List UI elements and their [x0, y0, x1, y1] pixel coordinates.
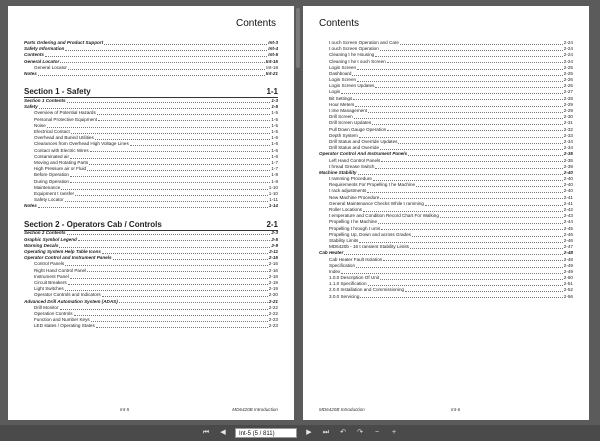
toc-entry-page: 1-7 — [271, 159, 278, 165]
toc-entry-page: 2-24 — [563, 58, 573, 64]
toc-entry-page: 2-19 — [268, 279, 278, 285]
toc-entry-page: 2-23 — [268, 323, 278, 329]
dot-leader — [360, 297, 562, 298]
dot-leader — [67, 102, 271, 103]
dot-leader — [355, 106, 563, 107]
toc-entry-label: Overview of Potential Hazards — [34, 110, 96, 116]
dot-leader — [341, 93, 563, 94]
scrollbar-thumb[interactable] — [296, 8, 300, 68]
dot-leader — [400, 44, 563, 45]
toc-entry-page: 2-45 — [563, 225, 573, 231]
toc-entry-label: General Maintenance Checks While t ramming — [329, 200, 424, 206]
toc-entry-page: 1-6 — [271, 147, 278, 153]
toc-entry-label: Drill Screen Updates — [329, 120, 372, 126]
toc-entry-page: 2-35 — [563, 151, 573, 157]
dot-leader — [375, 56, 563, 57]
dot-leader — [65, 265, 268, 266]
dot-leader — [67, 234, 271, 235]
toc-list — [319, 40, 573, 300]
dot-leader — [359, 242, 562, 243]
toc-entry-label: Moving and Rotating Parts — [34, 159, 89, 165]
toc-entry-label: Instrument Panel — [34, 273, 69, 279]
toc-entry-label: Contact with Electric Wires — [34, 147, 89, 153]
toc-entry-page: 2-26 — [563, 77, 573, 83]
toc-entry-label: Depth System — [329, 132, 358, 138]
toc-entry-label: Index — [329, 268, 341, 274]
dot-leader — [352, 75, 562, 76]
toc-entry-page: 2-9 — [271, 242, 278, 248]
toc-entry[interactable] — [24, 203, 278, 209]
toc-entry-label: Section 2 - Operators Cab / Controls — [24, 219, 162, 229]
toc-entry-page: 2-31 — [563, 120, 573, 126]
dot-leader — [357, 69, 563, 70]
dot-leader — [375, 87, 562, 88]
toc-entry-label: Parts Ordering and Product Support — [24, 39, 104, 45]
toc-entry-label: Drill Status and Override Updates — [329, 138, 398, 144]
dot-leader — [38, 207, 268, 208]
toc-entry-page: 2-40 — [563, 169, 573, 175]
dot-leader — [408, 155, 563, 156]
toc-entry-page: 2-41 — [563, 200, 573, 206]
toc-entry-label: Section 2 Contents — [24, 230, 66, 236]
toc-entry-page: 2-24 — [563, 46, 573, 52]
dot-leader — [381, 229, 562, 230]
toc-entry-label: Operating System Help Table Icons — [24, 249, 101, 255]
dot-leader — [102, 253, 268, 254]
dot-leader — [367, 192, 563, 193]
toc-entry-label: Notes — [24, 203, 37, 209]
toc-entry-label: Operator Controls and Indicators — [34, 292, 101, 298]
toc-entry-page: 2-56 — [563, 293, 573, 299]
dot-leader — [425, 205, 563, 206]
page-footer-title: MD6420B Introduction — [232, 407, 278, 412]
toc-entry[interactable] — [319, 294, 573, 300]
dot-leader — [119, 302, 268, 303]
toc-entry-page: 2-41 — [563, 194, 573, 200]
dot-leader — [387, 62, 563, 63]
toc-entry-page: 2-35 — [563, 157, 573, 163]
toc-entry-label: Safety Information — [24, 46, 65, 52]
forward-icon[interactable]: ↷ — [357, 429, 363, 436]
toc-entry-page: Int-18 — [266, 64, 278, 70]
toc-entry-page: 1-10 — [268, 190, 278, 196]
page-number-input[interactable]: Int-5 (5 / 811) — [235, 428, 297, 438]
dot-leader — [70, 182, 270, 183]
toc-entry-label: Contaminated air — [34, 153, 69, 159]
prev-page-icon[interactable]: ◀ — [220, 429, 226, 436]
dot-leader — [96, 327, 268, 328]
toc-entry-label: Light Switches — [34, 286, 64, 292]
dot-leader — [87, 271, 268, 272]
toc-entry-label: t emperature and Condition Record Chart For Walking — [329, 213, 439, 219]
toc-entry-label: t ouch Screen Operation — [329, 46, 379, 52]
toc-entry-page: 2-46 — [563, 237, 573, 243]
dot-leader — [78, 240, 271, 241]
toc-entry-page: 1-6 — [271, 135, 278, 141]
dot-leader — [47, 127, 271, 128]
dot-leader — [97, 114, 271, 115]
toc-entry-label: Roller Locations — [329, 207, 362, 213]
toc-entry-page: 1-14 — [268, 203, 278, 209]
toc-entry-page: 2-20 — [268, 292, 278, 298]
toc-entry-label: Cleaning t he t ouch Screen — [329, 58, 386, 64]
toc-list — [24, 40, 278, 330]
page-footer-number: Int-6 — [451, 407, 461, 412]
toc-entry-label: Equipment t ransfer — [34, 190, 75, 196]
toc-entry-page: Int-15 — [265, 58, 278, 64]
toc-entry-label: Maintenance — [34, 184, 61, 190]
toc-entry-label: Right Hand Control Panel — [34, 267, 87, 273]
toc-entry-page: 2-48 — [563, 250, 573, 256]
toc-entry-page: 2-47 — [563, 244, 573, 250]
toc-entry-page: 1-5 — [271, 104, 278, 110]
dot-leader — [412, 236, 563, 237]
toc-entry-page: 2-16 — [268, 261, 278, 267]
dot-leader — [368, 285, 563, 286]
toc-entry-page: 1-7 — [271, 166, 278, 172]
toc-entry-page: 1-8 — [271, 178, 278, 184]
dot-leader — [375, 168, 562, 169]
toc-entry-label: Cleaning t he Housing — [329, 52, 375, 58]
toc-entry-label: New Machine Procedure — [329, 194, 380, 200]
toc-entry-label: Noise — [34, 122, 46, 128]
toc-entry-label: Propelling t hrough t urns — [329, 225, 381, 231]
toc-entry-label: Drill Screen — [329, 114, 353, 120]
toc-entry-page: 2-19 — [268, 286, 278, 292]
toc-entry-label: Clearances from Overhead High Voltage Lines — [34, 141, 129, 147]
dot-leader — [45, 56, 267, 57]
next-page-icon[interactable]: ▶ — [306, 429, 312, 436]
dot-leader — [410, 248, 563, 249]
dot-leader — [98, 120, 270, 121]
toc-entry-label: Drill Status and Override — [329, 145, 380, 151]
dot-leader — [89, 164, 270, 165]
toc-entry-page: Int-4 — [268, 46, 278, 52]
toc-entry-page: 2-40 — [563, 176, 573, 182]
toc-entry-label: Overhead and Buried Utilities — [34, 135, 94, 141]
section-heading[interactable] — [24, 219, 278, 230]
toc-entry-label: t ouch Screen Operation and Care — [329, 39, 399, 45]
toc-entry-page: Int-21 — [265, 70, 278, 76]
toc-entry-page: 2-40 — [563, 182, 573, 188]
toc-entry-page: 2-51 — [563, 281, 573, 287]
dot-leader — [91, 321, 268, 322]
dot-leader — [378, 223, 563, 224]
toc-entry-label: Circuit Breakers — [34, 279, 67, 285]
toc-entry-page: 1-5 — [271, 116, 278, 122]
dot-leader — [380, 50, 563, 51]
toc-entry-page: 2-34 — [563, 138, 573, 144]
dot-leader — [102, 296, 268, 297]
page-title: Contents — [319, 18, 360, 29]
toc-entry-label: High Pressure air or Fluid — [34, 166, 87, 172]
dot-leader — [372, 124, 563, 125]
toc-entry-page: 2-49 — [563, 262, 573, 268]
dot-leader — [380, 198, 562, 199]
toc-entry-label: t ime Management — [329, 108, 368, 114]
toc-entry-page: 2-27 — [563, 89, 573, 95]
toc-entry-page: 1-8 — [271, 172, 278, 178]
toc-entry-page: 2-30 — [563, 114, 573, 120]
right-page — [303, 6, 589, 420]
toc-entry-page: 2-11 — [269, 249, 278, 255]
navigation-toolbar — [0, 425, 600, 441]
toc-entry-label: Stability Limits — [329, 237, 359, 243]
dot-leader — [398, 143, 562, 144]
toc-entry-label: Requirements For Propelling t he Machine — [329, 182, 416, 188]
dot-leader — [381, 161, 562, 162]
toc-entry-page: 2-16 — [268, 267, 278, 273]
dot-leader — [75, 195, 268, 196]
toc-entry-label: Contents — [24, 52, 44, 58]
toc-entry-label: General Locator — [34, 64, 67, 70]
dot-leader — [68, 284, 268, 285]
toc-entry-label: 3.0.0 Servicing — [329, 293, 360, 299]
toc-entry-label: 1.1.0 Specification — [329, 281, 367, 287]
toc-entry-page: 2-50 — [563, 275, 573, 281]
toc-entry-label: Advanced Drill Automation System (ADAS) — [24, 298, 118, 304]
toc-entry-label: t rack adjustments — [329, 188, 367, 194]
toc-entry-label: Operator Control And Instrument Panels — [319, 151, 408, 157]
toc-entry-page: 1-5 — [271, 129, 278, 135]
toc-entry-label: Pull Down Gauge Operation — [329, 126, 387, 132]
toc-entry-label: t ramming Procedure — [329, 176, 372, 182]
toc-entry-page: 1-6 — [271, 141, 278, 147]
toc-entry-page: 2-22 — [268, 304, 278, 310]
toc-entry-page: 2-5 — [271, 236, 278, 242]
toc-entry-page: 2-32 — [563, 126, 573, 132]
toc-entry-label: Before Operation — [34, 172, 69, 178]
toc-entry-page: 1-5 — [271, 122, 278, 128]
toc-entry-page: 2-28 — [563, 95, 573, 101]
toc-entry-label: Login — [329, 89, 341, 95]
toc-entry-page: 1-3 — [271, 98, 278, 104]
toc-entry-page: 2-25 — [563, 70, 573, 76]
page-footer-title: MD6420B Introduction — [319, 407, 365, 412]
toc-entry-label: Cab Heater Fault Isolation — [329, 256, 383, 262]
toc-entry-label: Section 1 Contents — [24, 98, 66, 104]
toc-entry-page: 1-10 — [268, 184, 278, 190]
dot-leader — [87, 170, 270, 171]
dot-leader — [95, 139, 271, 140]
toc-entry-page: 2-23 — [268, 317, 278, 323]
toc-entry-label: Hour Meters — [329, 101, 355, 107]
dot-leader — [341, 273, 563, 274]
dot-leader — [65, 201, 269, 202]
toc-entry-label: Control Panels — [34, 261, 65, 267]
dot-leader — [357, 81, 563, 82]
toc-entry-page: 2-48 — [563, 256, 573, 262]
toc-entry-page: 2-49 — [563, 268, 573, 274]
toc-entry-label: Login Screen — [329, 64, 357, 70]
toc-entry-page: 2-29 — [563, 108, 573, 114]
toc-entry-page: 2-21 — [268, 298, 278, 304]
section-heading[interactable] — [24, 86, 278, 97]
toc-entry-label: Propelling Up, Down and across Grades — [329, 231, 411, 237]
toc-entry-label: Operator Control and Instrument Panels — [24, 255, 112, 261]
dot-leader — [405, 291, 563, 292]
toc-entry-label: Section 1 - Safety — [24, 87, 91, 97]
dot-leader — [380, 149, 563, 150]
dot-leader — [113, 259, 268, 260]
page-footer-number: Int-5 — [120, 407, 130, 412]
toc-entry-label: Drill Monitor — [34, 304, 59, 310]
toc-entry-label: Function and Number Keys — [34, 317, 90, 323]
toc-entry-label: Warning Decals — [24, 242, 59, 248]
dot-leader — [344, 254, 563, 255]
dot-leader — [356, 267, 563, 268]
toc-entry-page: Int-5 — [268, 52, 278, 58]
dot-leader — [70, 158, 270, 159]
zoom-in-icon[interactable]: + — [391, 429, 397, 436]
toc-entry-label: Operation Controls — [34, 310, 73, 316]
dot-leader — [71, 133, 271, 134]
dot-leader — [104, 44, 267, 45]
dot-leader — [59, 247, 270, 248]
toc-entry-label: 1.0.0 Description Of Unit — [329, 275, 380, 281]
toc-entry-label: Personal Protective Equipment — [34, 116, 98, 122]
toc-entry-label: Login Screen — [329, 77, 357, 83]
dot-leader — [60, 62, 265, 63]
dot-leader — [130, 145, 271, 146]
toc-entry-page: 2-24 — [563, 52, 573, 58]
toc-entry-label: Left Hand Control Panels — [329, 157, 381, 163]
dot-leader — [387, 130, 563, 131]
toc-entry-label: MD6420b - 16 t ransient Stability Limits — [329, 244, 409, 250]
toc-entry-page: 2-26 — [563, 83, 573, 89]
dot-leader — [380, 279, 563, 280]
toc-entry-page: 1-6 — [271, 153, 278, 159]
dot-leader — [68, 69, 265, 70]
toc-entry-page: 1-11 — [269, 197, 278, 203]
toc-entry-label: Bit Settings — [329, 95, 353, 101]
dot-leader — [90, 151, 271, 152]
toc-entry[interactable] — [24, 71, 278, 77]
toc-entry-page: 2-33 — [563, 132, 573, 138]
toc-entry-label: Specification — [329, 262, 356, 268]
toc-entry-label: During Operation — [34, 178, 69, 184]
zoom-out-icon[interactable]: − — [374, 429, 380, 436]
toc-entry-label: Dashboard — [329, 70, 352, 76]
dot-leader — [368, 112, 563, 113]
dot-leader — [354, 118, 563, 119]
dot-leader — [440, 217, 563, 218]
toc-entry-label: Login Screen Updates — [329, 83, 375, 89]
toc-entry-page: Int-3 — [268, 39, 278, 45]
last-page-icon[interactable]: ⏭ — [322, 429, 330, 436]
toc-entry-page: 2-1 — [266, 219, 278, 229]
page-title: Contents — [235, 18, 276, 29]
toc-entry-label: t hread Grease Switch — [329, 163, 375, 169]
toc-entry-label: LED states / Operating States — [34, 323, 95, 329]
toc-entry-page: 2-44 — [563, 219, 573, 225]
dot-leader — [60, 309, 268, 310]
toc-entry-page: 2-24 — [563, 39, 573, 45]
dot-leader — [363, 211, 563, 212]
dot-leader — [74, 315, 268, 316]
toc-entry-page: 1-1 — [266, 87, 278, 97]
toc-entry-label: Graphic Symbol Legend — [24, 236, 77, 242]
dot-leader — [358, 174, 563, 175]
dot-leader — [373, 180, 563, 181]
toc-entry-label: 2.0.0 Installation and Commissioning — [329, 287, 405, 293]
toc-entry-page: 2-15 — [268, 255, 278, 261]
toc-entry-page: 2-39 — [563, 163, 573, 169]
toc-entry-page: 2-25 — [563, 64, 573, 70]
toc-entry-page: 2-46 — [563, 231, 573, 237]
toc-entry-page: 2-42 — [563, 207, 573, 213]
toc-entry-page: 2-29 — [563, 101, 573, 107]
toc-entry-label: Notes — [24, 70, 37, 76]
toc-entry-page: 2-18 — [268, 273, 278, 279]
dot-leader — [359, 137, 563, 138]
toc-entry-label: Propelling t he Machine — [329, 219, 378, 225]
dot-leader — [353, 99, 563, 100]
back-icon[interactable]: ↶ — [340, 429, 346, 436]
toc-entry-page: 2-3 — [271, 230, 278, 236]
toc-entry-page: 2-22 — [268, 310, 278, 316]
toc-entry-label: Electrical Contact — [34, 129, 70, 135]
toc-entry-label: Safety — [24, 104, 38, 110]
toc-entry-label: General Locator — [24, 58, 60, 64]
toc-entry-page: 2-52 — [563, 287, 573, 293]
toc-entry-label: Safety Locator — [34, 197, 64, 203]
dot-leader — [39, 108, 271, 109]
dot-leader — [70, 278, 268, 279]
toc-entry-label: Cab Heater — [319, 250, 344, 256]
dot-leader — [65, 50, 267, 51]
toc-entry-page: 2-43 — [563, 213, 573, 219]
dot-leader — [70, 176, 270, 177]
first-page-icon[interactable]: ⏮ — [202, 429, 210, 436]
toc-entry-label: Machine Stability — [319, 169, 357, 175]
dot-leader — [65, 290, 268, 291]
dot-leader — [416, 186, 563, 187]
toc-entry-page: 2-34 — [563, 145, 573, 151]
left-page — [8, 6, 294, 420]
toc-entry[interactable] — [24, 323, 278, 329]
toc-entry-page: 1-5 — [271, 110, 278, 116]
dot-leader — [38, 75, 265, 76]
dot-leader — [61, 189, 267, 190]
dot-leader — [383, 260, 562, 261]
toc-entry-page: 2-40 — [563, 188, 573, 194]
